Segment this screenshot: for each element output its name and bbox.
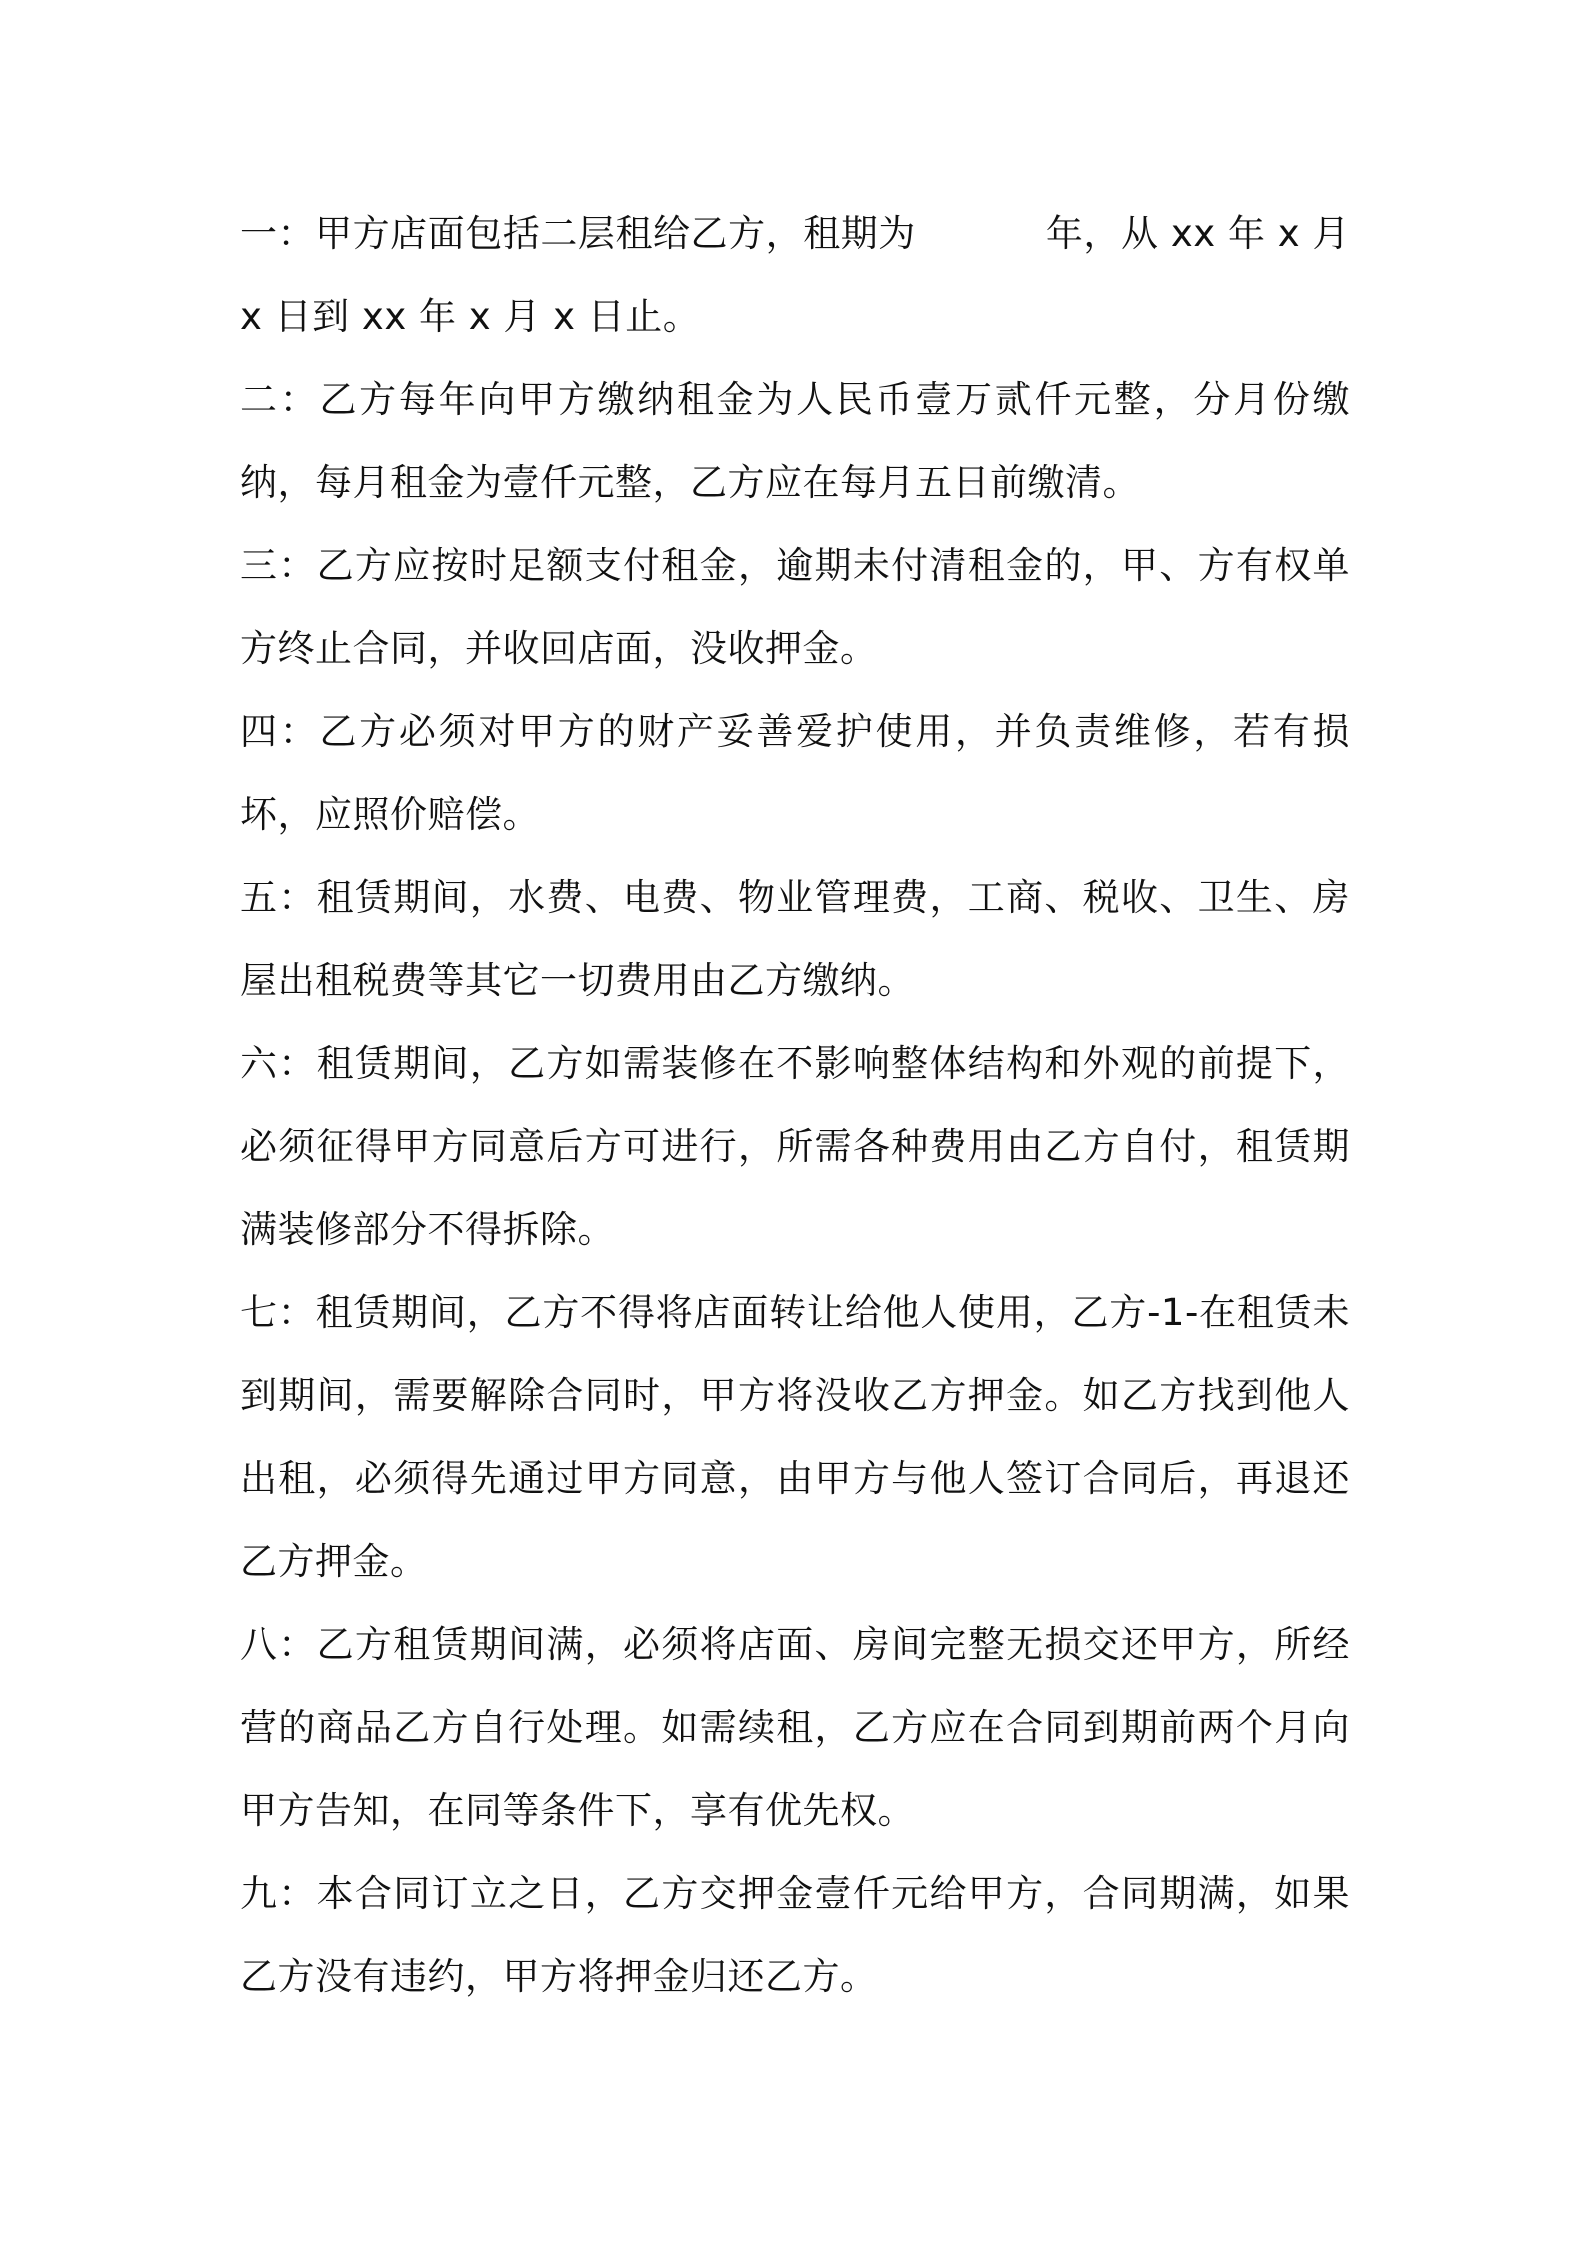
clause-5: 五：租赁期间，水费、电费、物业管理费，工商、税收、卫生、房屋出租税费等其它一切费用由乙方缴纳。 xyxy=(240,876,1350,1002)
clause-2: 二：乙方每年向甲方缴纳租金为人民币壹万贰仟元整，分月份缴纳，每月租金为壹仟元整，乙方应在每月五日前缴清。 xyxy=(240,378,1350,504)
clause-1-text-after-blank: 年，从 xx 年 x 月 x 日到 xx 年 x 月 x 日止。 xyxy=(240,212,1350,338)
clause-1-text-before-blank: 一：甲方店面包括二层租给乙方，租期为 xyxy=(240,212,916,255)
clause-1 xyxy=(240,192,1350,358)
clause-9: 九：本合同订立之日，乙方交押金壹仟元给甲方，合同期满，如果乙方没有违约，甲方将押金归还乙方。 xyxy=(240,1872,1350,1998)
clause-3: 三：乙方应按时足额支付租金，逾期未付清租金的，甲、方有权单方终止合同，并收回店面，没收押金。 xyxy=(240,544,1350,670)
clause-6: 六：租赁期间，乙方如需装修在不影响整体结构和外观的前提下，必须征得甲方同意后方可进行，所需各种费用由乙方自付，租赁期满装修部分不得拆除。 xyxy=(240,1042,1350,1251)
clause-8: 八：乙方租赁期间满，必须将店面、房间完整无损交还甲方，所经营的商品乙方自行处理。如需续租，乙方应在合同到期前两个月向甲方告知，在同等条件下，享有优先权。 xyxy=(240,1623,1350,1832)
clause-7: 七：租赁期间，乙方不得将店面转让给他人使用，乙方-1-在租赁未到期间，需要解除合同时，甲方将没收乙方押金。如乙方找到他人出租，必须得先通过甲方同意，由甲方与他人签订合同后，再退还乙方押金。 xyxy=(240,1291,1350,1583)
contract-body xyxy=(240,192,1350,2018)
clause-4: 四：乙方必须对甲方的财产妥善爱护使用，并负责维修，若有损坏，应照价赔偿。 xyxy=(240,710,1350,836)
